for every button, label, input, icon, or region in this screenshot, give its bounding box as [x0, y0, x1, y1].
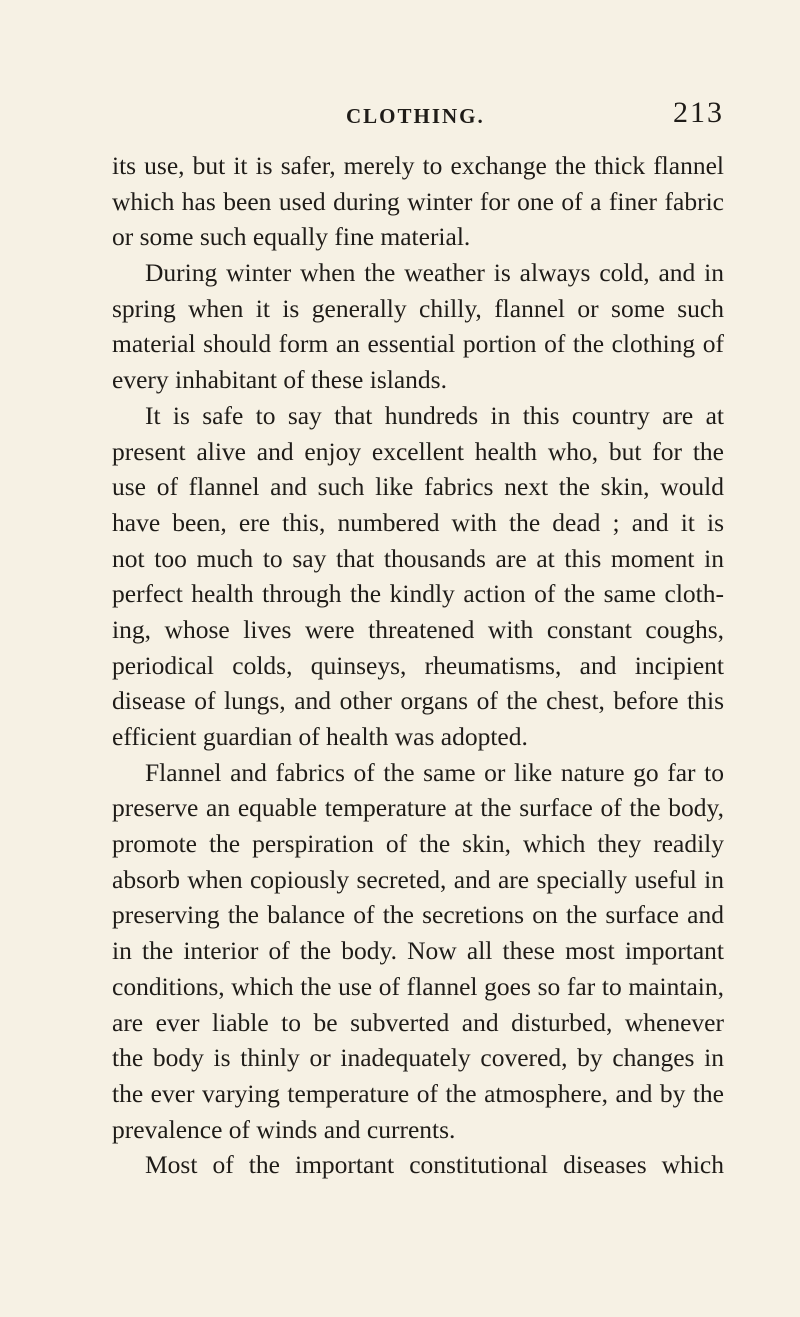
page-header: [112, 96, 724, 136]
text-line: preserve an equable temperature at the surface of the body,: [112, 793, 724, 823]
text-line: every inhabitant of these islands.: [112, 365, 447, 395]
text-line: conditions, which the use of flannel goes so far to maintain,: [112, 971, 724, 1001]
text-line: have been, ere this, numbered with the dead ; and it is: [112, 507, 724, 537]
text-line: disease of lungs, and other organs of the chest, before this: [112, 686, 724, 716]
page-number: 213: [673, 96, 724, 129]
text-line: present alive and enjoy excellent health who, but for the: [112, 436, 724, 466]
text-line: are ever liable to be subverted and disturbed, whenever: [112, 1007, 724, 1037]
text-line: not too much to say that thousands are at this moment in: [112, 543, 724, 573]
text-line: periodical colds, quinseys, rheumatisms, and incipient: [112, 650, 724, 680]
text-line: material should form an essential portion of the clothing of: [112, 329, 724, 359]
text-line: its use, but it is safer, merely to exchange the thick flannel: [112, 151, 724, 180]
text-line: the body is thinly or inadequately covered, by changes in: [112, 1043, 724, 1073]
text-line: prevalence of winds and currents.: [112, 1114, 456, 1144]
text-line: the ever varying temperature of the atmosphere, and by the: [112, 1078, 724, 1108]
text-line: absorb when copiously secreted, and are specially useful in: [112, 864, 724, 894]
text-line: preserving the balance of the secretions on the surface and: [112, 900, 724, 930]
text-line: efficient guardian of health was adopted.: [112, 722, 528, 751]
running-title: CLOTHING.: [346, 104, 485, 128]
text-line: which has been used during winter for one of a finer fabric: [112, 186, 724, 216]
text-line: promote the perspiration of the skin, which they readily: [112, 829, 724, 859]
text-line: Most of the important constitutional diseases which: [145, 1150, 724, 1180]
text-line: in the interior of the body. Now all these most important: [112, 936, 724, 966]
text-line: perfect health through the kindly action of the same cloth-: [112, 579, 724, 609]
text-line: Flannel and fabrics of the same or like nature go far to: [145, 757, 724, 787]
body-text: [112, 148, 724, 1183]
text-line: ing, whose lives were threatened with constant coughs,: [112, 614, 724, 644]
text-line: It is safe to say that hundreds in this country are at: [145, 400, 724, 430]
text-line: use of flannel and such like fabrics next the skin, would: [112, 472, 724, 502]
text-line: During winter when the weather is always cold, and in: [145, 258, 724, 288]
text-line: or some such equally fine material.: [112, 222, 471, 252]
text-line: spring when it is generally chilly, flannel or some such: [112, 293, 724, 323]
